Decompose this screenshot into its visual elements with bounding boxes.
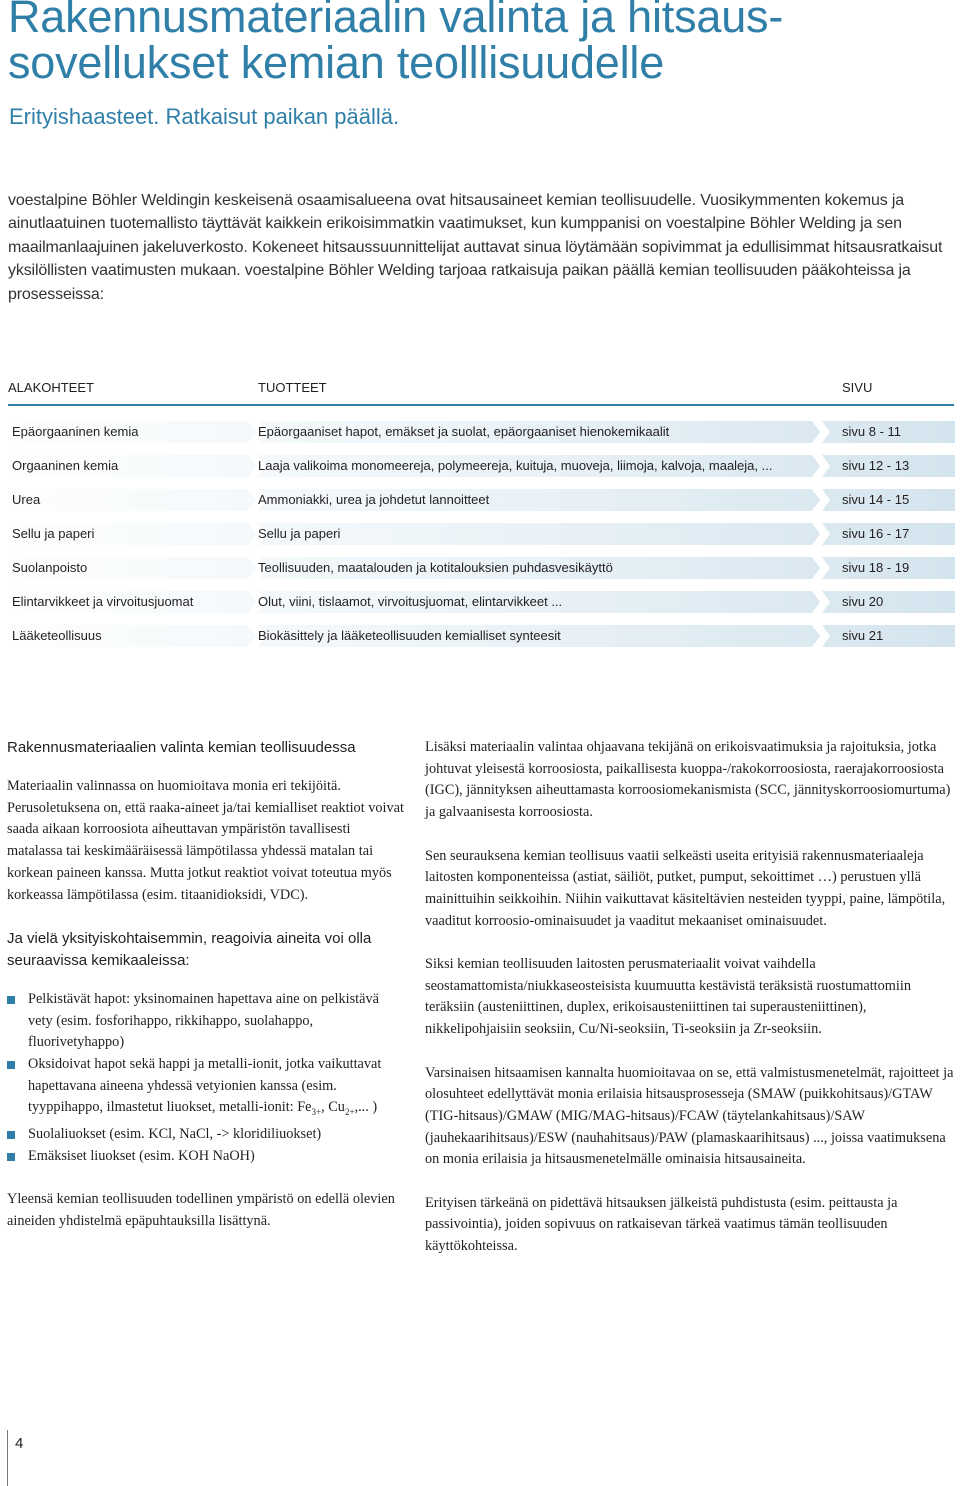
right-paragraph-2: Sen seurauksena kemian teollisuus vaatii selkeästi useita erityisiä rakennusmateriaaleja laitosten komponenteissa (astiat, säiliöt, putket, pumput, sekoittimet …) perustuen yllä mainittuihin seikkoihin. Niihin vaikuttavat käsiteltävien nesteiden tyyppi, paine, lämpötila, vaaditut korroosio-ominaisuudet ja vaaditut mekaaniset ominaisuudet. (425, 847, 946, 929)
table-row (8, 523, 954, 545)
row-page: sivu 8 - 11 (842, 424, 902, 439)
row-background (8, 523, 955, 545)
row-products: Teollisuuden, maatalouden ja kotitalouksien puhdasvesikäyttö (258, 560, 613, 575)
left-paragraph-2: Yleensä kemian teollisuuden todellinen ympäristö on edellä olevien aineiden yhdistelmä epäpuhtauksilla lisättynä. (7, 1191, 395, 1229)
list-item: Suolaliuokset (esim. KCl, NaCl, -> kloridiliuokset) (7, 1124, 407, 1146)
row-products: Biokäsittely ja lääketeollisuuden kemialliset synteesit (258, 628, 561, 643)
left-heading-2: Ja vielä yksityiskohtaisemmin, reagoivia aineita voi olla seuraavissa kemikaaleissa: (7, 929, 372, 969)
intro-paragraph: voestalpine Böhler Weldingin keskeisenä osaamisalueena ovat hitsausaineet kemian teollisuudelle. Vuosikymmenten kokemus ja ainutlaatuinen tuotemallisto täyttävät kaikkein erikoisimmatkin vaatimukset, kun kumppanisi on voestalpine Böhler Welding ja sen maailmanlaajuinen jakeluverkosto. Kokeneet hitsaussuunnittelijat auttavat sinua löytämään sopivimmat ja edullisimmat hitsausratkaisut yksilöllisten vaatimusten mukaan. voestalpine Böhler Welding tarjoaa ratkaisuja paikan päällä kemian teollisuuden pääkohteissa ja prosesseissa: (8, 192, 943, 303)
row-category: Epäorgaaninen kemia (12, 424, 139, 439)
row-products: Ammoniakki, urea ja johdetut lannoitteet (258, 492, 490, 507)
table-row (8, 557, 954, 579)
list-item: Pelkistävät hapot: yksinomainen hapettava aine on pelkistävä vety (esim. fosforihappo, rikkihappo, suolahappo, fluorivetyhappo) (7, 989, 407, 1054)
table-row (8, 489, 954, 511)
left-column (7, 737, 407, 1254)
table-row (8, 455, 954, 477)
right-paragraph-5: Erityisen tärkeänä on pidettävä hitsauksen jälkeistä puhdistusta (esim. peittausta ja passivointia), joiden sopivuus on ratkaisevan tärkeä vaatimus tämän teollisuuden käyttökohteissa. (425, 1194, 898, 1255)
row-category: Orgaaninen kemia (12, 458, 119, 473)
row-products: Olut, viini, tislaamot, virvoitusjuomat, elintarvikkeet ... (258, 594, 563, 609)
row-page: sivu 18 - 19 (842, 560, 910, 575)
table-row (8, 591, 954, 613)
table-header (8, 380, 954, 406)
table-row (8, 421, 954, 443)
list-item: Emäksiset liuokset (esim. KOH NaOH) (7, 1146, 407, 1168)
header-alakohteet: ALAKOHTEET (8, 380, 94, 395)
bullet-text-mid: , Cu (321, 1099, 345, 1116)
right-paragraph-3: Siksi kemian teollisuuden laitosten perusmateriaalit voivat vaihdella seostamattomista/niukkaseosteisista kuumuutta kestävistä teräksistä ruostumattomiin teräksiin (austeniittinen, duplex, erikoisausteniittinen tai superausteniittinen), nikkelipohjaisiin seoksiin, Cu/Ni-seoksiin, Ti-seoksiin ja Zr-seoksiin. (425, 956, 912, 1038)
table-row (8, 625, 954, 647)
right-paragraph-1: Lisäksi materiaalin valintaa ohjaavana tekijänä on erikoisvaatimuksia ja rajoituksia, jotka johtuvat yleisestä korroosiosta, paikallisesta kuoppa-/rakokorroosiosta, raerajakorroosiosta (IGC), jännityksen aiheuttamasta korroosiomekanismista (SCC, jännityskorroosiomurtuma) ja galvaanisesta korroosiosta. (425, 739, 951, 821)
chemicals-list (7, 989, 407, 1167)
right-paragraph-4: Varsinaisen hitsaamisen kannalta huomioitavaa on se, että valmistusmenetelmät, rajoitteet ja olosuhteet edellyttävät monia erilaisia hitsausprosesseja (SMAW (puikkohitsaus)/GTAW (TIG-hitsaus)/GMAW (MIG/MAG-hitsaus)/FCAW (täytelankahitsaus)/SAW (jauhekaarihitsaus)/ESW (nauhahitsaus)/PAW (plamaskaarihitsaus) ..., joissa vaatimuksena on monia erilaisia ja hitsausmenetelmälle ominaisia hitsausaineita. (425, 1064, 954, 1168)
row-page: sivu 20 (842, 594, 884, 609)
title-line-2: sovellukset kemian teolllisuudelle (8, 37, 665, 88)
row-page: sivu 14 - 15 (842, 492, 910, 507)
row-page: sivu 21 (842, 628, 884, 643)
row-category: Lääketeollisuus (12, 628, 102, 643)
row-products: Epäorgaaniset hapot, emäkset ja suolat, epäorgaaniset hienokemikaalit (258, 424, 670, 439)
right-column (425, 737, 955, 1280)
row-category: Suolanpoisto (12, 560, 88, 575)
row-category: Elintarvikkeet ja virvoitusjuomat (12, 594, 194, 609)
row-category: Urea (12, 492, 41, 507)
left-paragraph-1: Materiaalin valinnassa on huomioitava monia eri tekijöitä. Perusoletuksena on, että raaka-aineet ja/tai kemialliset reaktiot voivat saada aikaan korroosiota aiheuttavan ympäristön tavallisesti matalassa tai keskimääräisessä lämpötilassa yhdessä matalan tai korkean paineen kanssa. Mutta jotkut reaktiot voivat toteutua myös korkeassa lämpötilassa (esim. titaanidioksidi, VDC). (7, 778, 404, 903)
page-number: 4 (15, 1435, 24, 1452)
bullet-text-end: ,... ) (354, 1099, 378, 1116)
row-category: Sellu ja paperi (12, 526, 95, 541)
header-sivu: SIVU (842, 380, 873, 395)
subscript-cu: 2+ (344, 1107, 355, 1118)
footer-divider (7, 1430, 8, 1486)
header-tuotteet: TUOTTEET (258, 380, 327, 395)
title-line-1: Rakennusmateriaalin valinta ja hitsaus- (8, 0, 784, 42)
row-page: sivu 16 - 17 (842, 526, 910, 541)
bullet-text: Oksidoivat hapot sekä happi ja metalli-ionit, jotka vaikuttavat hapettavana aineena yhdessä vetyionien kanssa (esim. tyyppihappo, ilmastetut liuokset, metalli-ionit: Fe (28, 1056, 382, 1116)
row-products: Sellu ja paperi (258, 526, 341, 541)
subscript-fe: 3+ (311, 1107, 322, 1118)
row-products: Laaja valikoima monomeereja, polymeereja, kuituja, muoveja, liimoja, kalvoja, maaleja, ... (258, 458, 773, 473)
page-title (8, 0, 783, 86)
row-page: sivu 12 - 13 (842, 458, 910, 473)
list-item (7, 1054, 407, 1124)
page-subtitle: Erityishaasteet. Ratkaisut paikan päällä. (9, 104, 400, 129)
left-heading-1: Rakennusmateriaalien valinta kemian teollisuudessa (7, 739, 356, 756)
